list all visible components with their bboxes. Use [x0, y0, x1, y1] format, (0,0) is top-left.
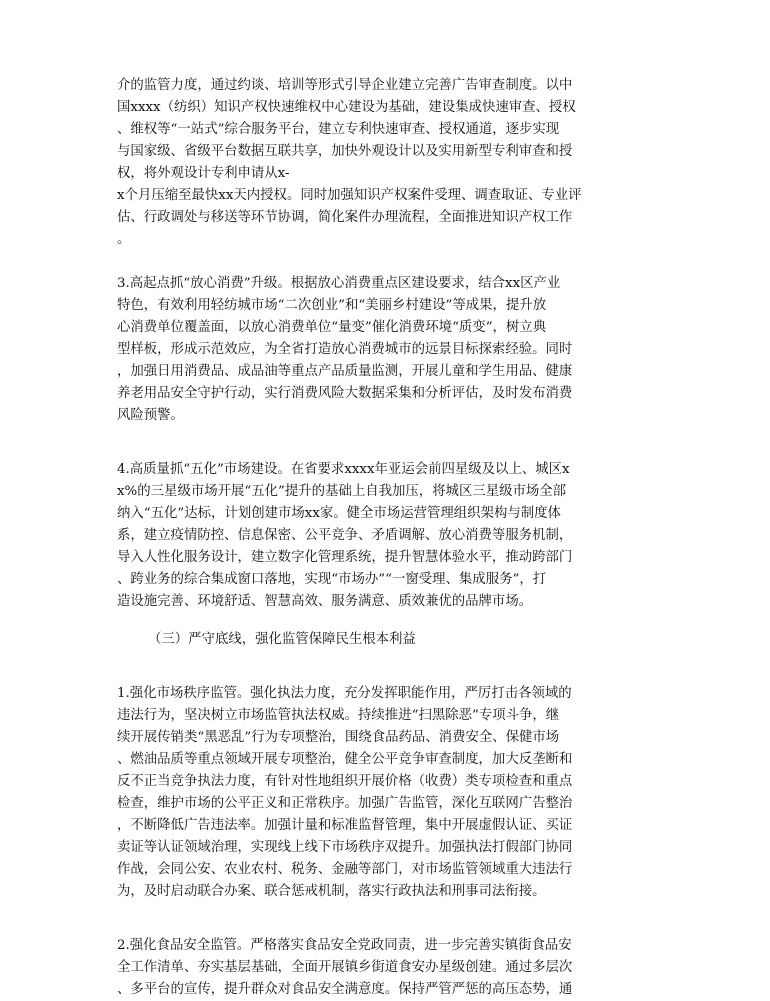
text-line: 2.强化食品安全监管。严格落实食品安全党政同责，进一步完善实镇街食品安	[117, 938, 572, 953]
text-line: 系，建立疫情防控、信息保密、公平竞争、矛盾调解、放心消费等服务机制，	[117, 528, 573, 543]
text-line: 估、行政调处与移送等环节协调，简化案件办理流程，全面推进知识产权工作	[117, 210, 573, 225]
text-line: 3.高起点抓“放心消费”升级。根据放心消费重点区建设要求，结合xx区产业	[117, 276, 561, 291]
text-line: 4.高质量抓“五化”市场建设。在省要求xxxx年亚运会前四星级及以上、城区x	[117, 462, 570, 477]
text-line: 、跨业务的综合集成窗口落地，实现“市场办”“一窗受理、集成服务”，打	[117, 572, 547, 587]
text-line: 权，将外观设计专利申请从x-	[117, 166, 290, 181]
text-line: 卖证等认证领域治理，实现线上线下市场秩序双提升。加强执法打假部门协同	[117, 840, 573, 855]
text-line: 违法行为，坚决树立市场监管执法权威。持续推进“扫黑除恶”专项斗争，继	[117, 708, 560, 723]
text-line: 介的监管力度，通过约谈、培训等形式引导企业建立完善广告审查制度。以中	[117, 78, 573, 93]
text-line: 反不正当竞争执法力度，有针对性地组织开展价格（收费）类专项检查和重点	[117, 774, 573, 789]
section-heading: （三）严守底线，强化监管保障民生根本利益	[148, 632, 416, 647]
text-line: 续开展传销类“黑恶乱”行为专项整治，围绕食品药品、消费安全、保健市场	[117, 730, 560, 745]
text-line: x%的三星级市场开展“五化”提升的基础上自我加压，将城区三星级市场全部	[117, 484, 567, 499]
text-line: 心消费单位覆盖面，以放心消费单位“量变”催化消费环境“质变”，树立典	[117, 320, 547, 335]
text-line: 1.强化市场秩序监管。强化执法力度，充分发挥职能作用，严厉打击各领域的	[117, 686, 572, 701]
text-line: 、维权等“一站式”综合服务平台，建立专利快速审查、授权通道，逐步实现	[117, 122, 560, 137]
text-line: 与国家级、省级平台数据互联共享，加快外观设计以及实用新型专利审查和授	[117, 144, 573, 159]
text-line: 为，及时启动联合办案、联合惩戒机制，落实行政执法和刑事司法衔接。	[117, 884, 546, 899]
text-line: 纳入“五化”达标，计划创建市场xx家。健全市场运营管理组织架构与制度体	[117, 506, 561, 521]
text-line: 导入人性化服务设计，建立数字化管理系统，提升智慧体验水平，推动跨部门	[117, 550, 573, 565]
text-line: 。	[117, 232, 131, 247]
text-line: x个月压缩至最快xx天内授权。同时加强知识产权案件受理、调查取证、专业评	[117, 188, 582, 203]
text-line: 型样板，形成示范效应，为全省打造放心消费城市的远景目标探索经验。同时	[117, 342, 573, 357]
text-line: 风险预警。	[117, 408, 184, 423]
text-line: 造设施完善、环境舒适、智慧高效、服务满意、质效兼优的品牌市场。	[117, 594, 533, 609]
text-line: 国xxxx（纺织）知识产权快速维权中心建设为基础，建设集成快速审查、授权	[117, 100, 576, 115]
text-line: 养老用品安全守护行动，实行消费风险大数据采集和分析评估，及时发布消费	[117, 386, 573, 401]
text-line: 全工作清单、夯实基层基础，全面开展镇乡街道食安办星级创建。通过多层次	[117, 960, 573, 975]
text-line: 作战，会同公安、农业农村、税务、金融等部门，对市场监管领域重大违法行	[117, 862, 573, 877]
text-line: 检查，维护市场的公平正义和正常秩序。加强广告监管，深化互联网广告整治	[117, 796, 573, 811]
text-line: 特色，有效利用轻纺城市场“二次创业”和“美丽乡村建设”等成果，提升放	[117, 298, 547, 313]
text-line: 、燃油品质等重点领域开展专项整治，健全公平竞争审查制度，加大反垄断和	[117, 752, 573, 767]
text-line: ，加强日用消费品、成品油等重点产品质量监测，开展儿童和学生用品、健康	[117, 364, 573, 379]
text-line: ，不断降低广告违法率。加强计量和标准监督管理，集中开展虚假认证、买证	[117, 818, 573, 833]
text-line: 、多平台的宣传，提升群众对食品安全满意度。保持严管严惩的高压态势，通	[117, 982, 573, 997]
